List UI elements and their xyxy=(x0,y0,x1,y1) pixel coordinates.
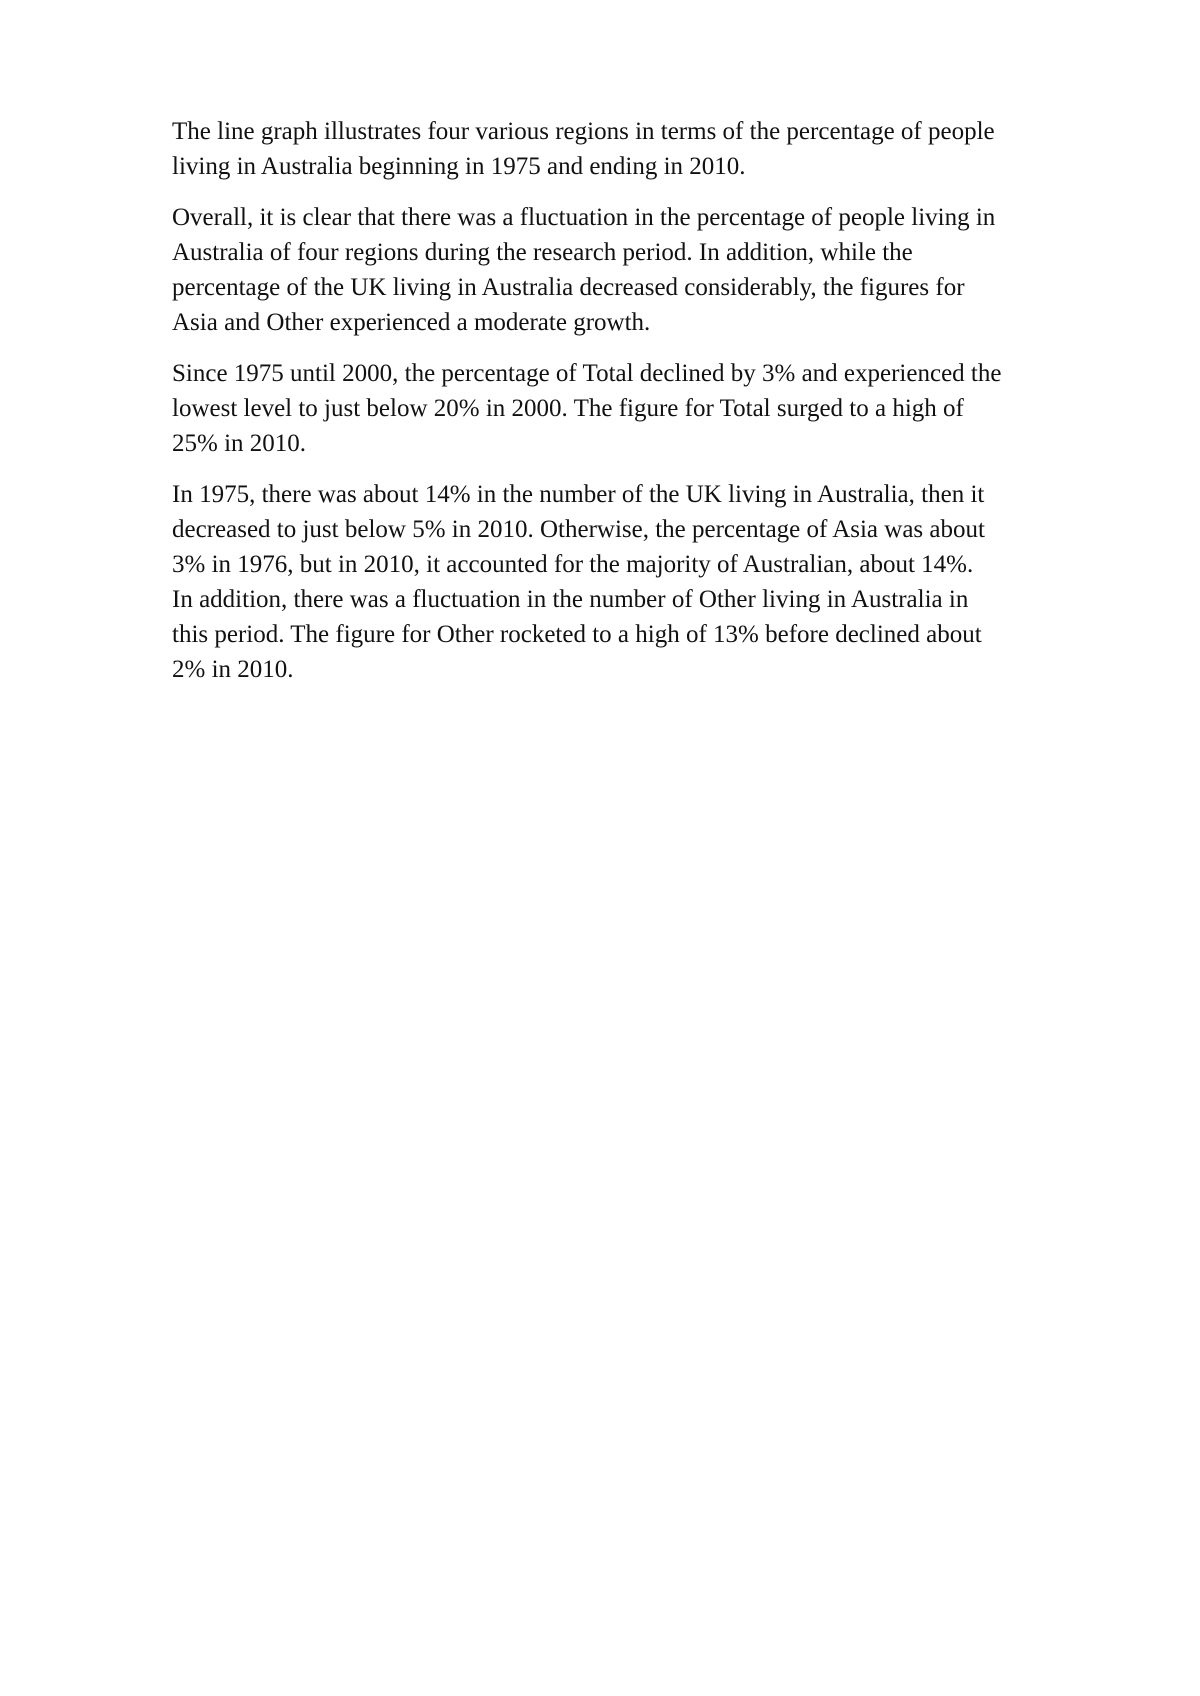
text-line: 3% in 1976, but in 2010, it accounted for the majority of Australian, about 14%. xyxy=(172,551,974,578)
text-line: Australia of four regions during the research period. In addition, while the xyxy=(172,239,913,266)
text-line: 2% in 2010. xyxy=(172,656,294,683)
text-line: In addition, there was a fluctuation in the number of Other living in Australia in xyxy=(172,586,969,613)
paragraph-intro xyxy=(172,114,1132,184)
text-line: The line graph illustrates four various regions in terms of the percentage of people xyxy=(172,118,995,145)
text-line: In 1975, there was about 14% in the number of the UK living in Australia, then it xyxy=(172,481,985,508)
paragraph-total xyxy=(172,356,1132,461)
text-line: 25% in 2010. xyxy=(172,430,307,457)
text-line: percentage of the UK living in Australia decreased considerably, the figures for xyxy=(172,274,965,301)
document-body xyxy=(172,114,1132,703)
text-line: Since 1975 until 2000, the percentage of Total declined by 3% and experienced the xyxy=(172,360,1002,387)
text-line: lowest level to just below 20% in 2000. The figure for Total surged to a high of xyxy=(172,395,964,422)
text-line: Asia and Other experienced a moderate growth. xyxy=(172,309,651,336)
paragraph-overview xyxy=(172,200,1132,340)
text-line: this period. The figure for Other rocketed to a high of 13% before declined about xyxy=(172,621,982,648)
text-line: decreased to just below 5% in 2010. Otherwise, the percentage of Asia was about xyxy=(172,516,985,543)
text-line: living in Australia beginning in 1975 and ending in 2010. xyxy=(172,153,746,180)
text-line: Overall, it is clear that there was a fluctuation in the percentage of people living in xyxy=(172,204,996,231)
paragraph-details xyxy=(172,477,1132,687)
